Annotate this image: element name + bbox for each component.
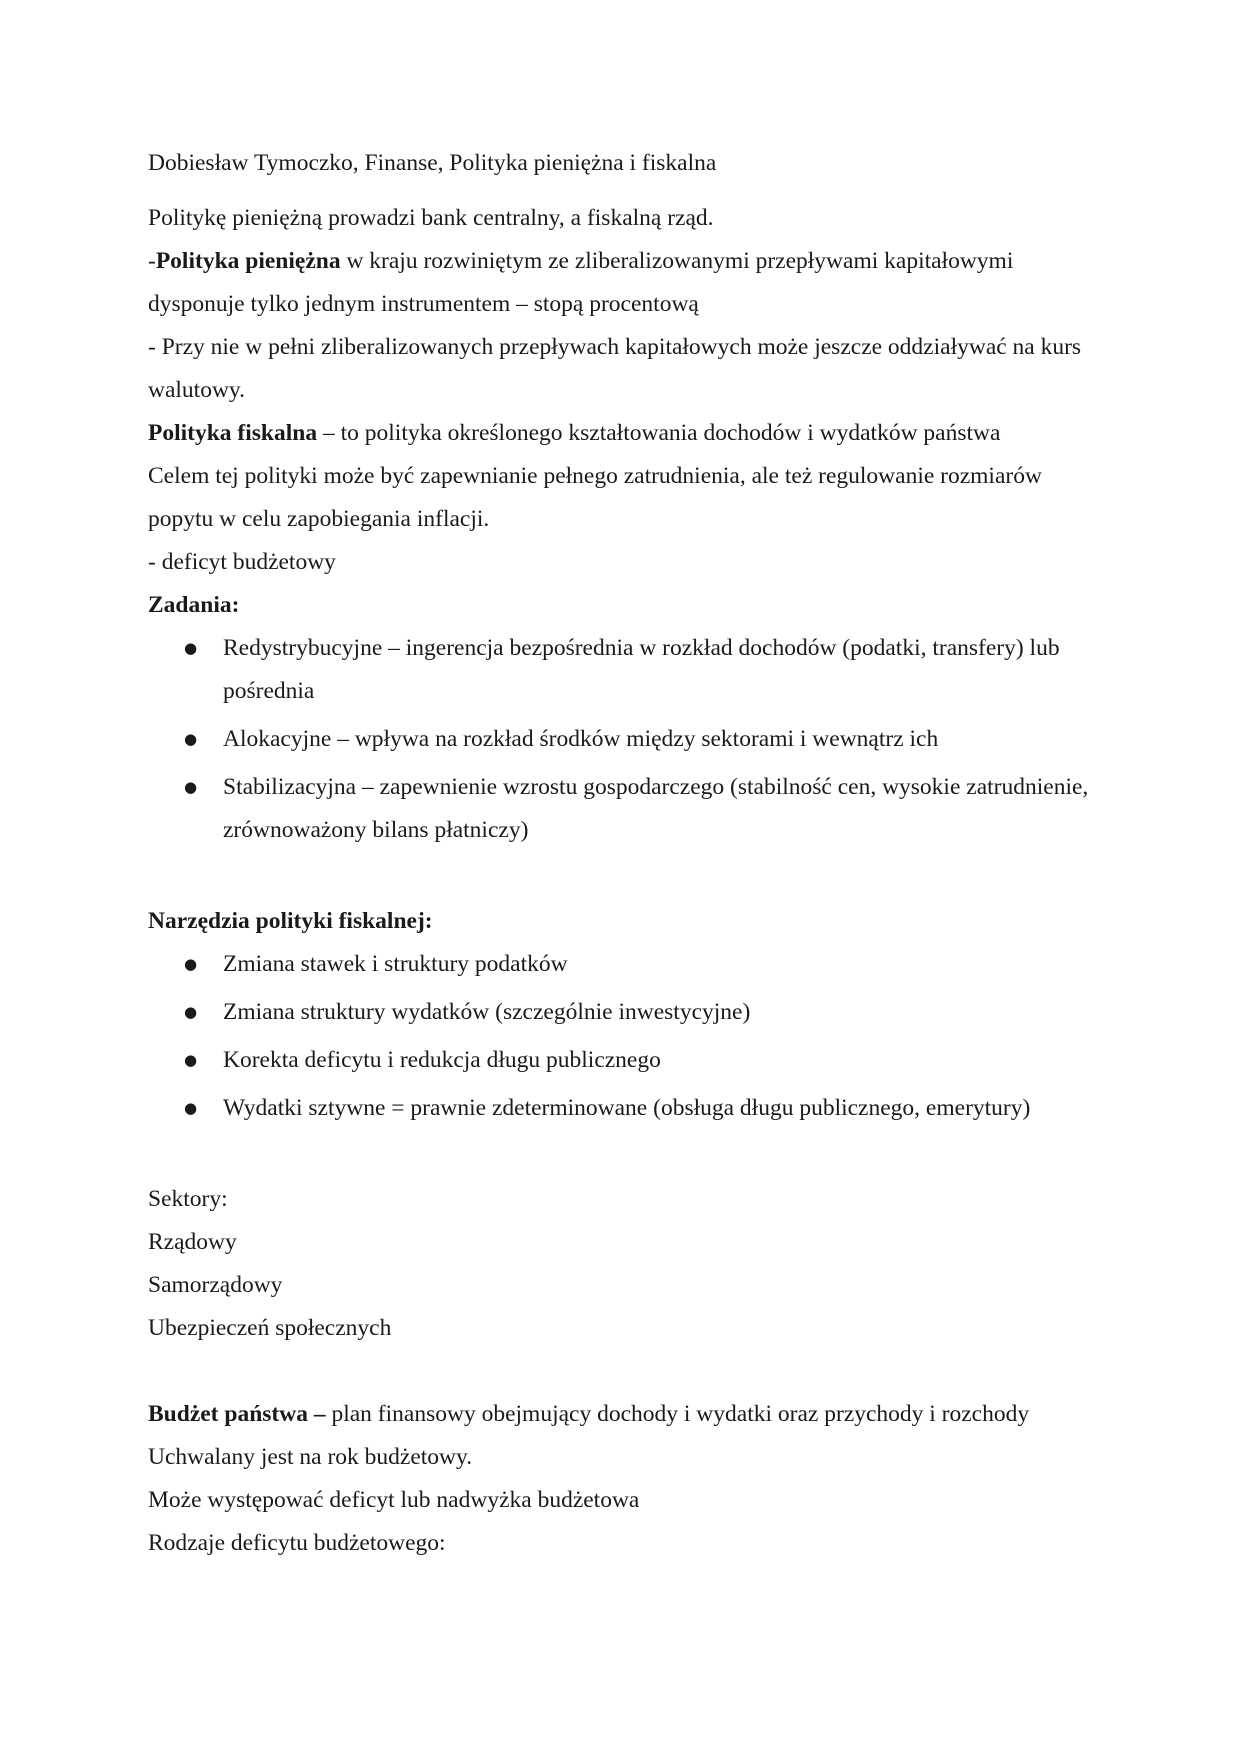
exchange-rate-note: - Przy nie w pełni zliberalizowanych przepływach kapitałowych może jeszcze oddziaływać na kurs walutowy. xyxy=(148,334,1082,403)
tasks-heading-text: Zadania: xyxy=(148,592,240,618)
fiscal-policy-term: Polityka fiskalna xyxy=(148,420,318,446)
list-item: ● Wydatki sztywne = prawnie zdeterminowane (obsługa długu publicznego, emerytury) xyxy=(148,1087,1108,1130)
list-item: ● Redystrybucyjne – ingerencja bezpośrednia w rozkład dochodów (podatki, transfery) lub pośrednia xyxy=(148,627,1108,713)
tools-heading-text: Narzędzia polityki fiskalnej: xyxy=(148,908,433,934)
spacer xyxy=(148,1350,1108,1393)
list-item: ● Alokacyjne – wpływa na rozkład środków między sektorami i wewnątrz ich xyxy=(148,718,1108,761)
sector-item: Rządowy xyxy=(148,1229,237,1255)
fiscal-policy-paragraph xyxy=(148,412,1108,455)
list-item: ● Stabilizacyjna – zapewnienie wzrostu gospodarczego (stabilność cen, wysokie zatrudnienie, zrównoważony bilans płatniczy) xyxy=(148,766,1108,852)
monetary-prefix: - xyxy=(148,248,156,274)
budget-term: Budżet państwa – xyxy=(148,1401,326,1427)
budget-line: Może występować deficyt lub nadwyżka budżetowa xyxy=(148,1487,640,1513)
budget-deficit-line: - deficyt budżetowy xyxy=(148,549,336,575)
budget-line: Rodzaje deficytu budżetowego: xyxy=(148,1530,446,1556)
document-body xyxy=(148,142,1108,1565)
spacer xyxy=(148,1135,1108,1178)
monetary-policy-text: w kraju rozwiniętym ze zliberalizowanymi przepływami kapitałowymi dysponuje tylko jednym instrumentem – stopą procentową xyxy=(148,248,1014,317)
budget-definition: plan finansowy obejmujący dochody i wydatki oraz przychody i rozchody xyxy=(325,1401,1030,1427)
tools-heading xyxy=(148,900,1108,943)
tools-list xyxy=(148,943,1108,1130)
monetary-policy-paragraph xyxy=(148,240,1108,326)
sector-item: Samorządowy xyxy=(148,1272,283,1298)
budget-line: Uchwalany jest na rok budżetowy. xyxy=(148,1444,473,1470)
tasks-list xyxy=(148,627,1108,852)
sector-item: Ubezpieczeń społecznych xyxy=(148,1315,392,1341)
tasks-heading xyxy=(148,584,1108,627)
list-item: ● Korekta deficytu i redukcja długu publicznego xyxy=(148,1039,1108,1082)
spacer xyxy=(148,857,1108,900)
list-item: ● Zmiana struktury wydatków (szczególnie inwestycyjne) xyxy=(148,991,1108,1034)
sectors-heading: Sektory: xyxy=(148,1186,228,1212)
intro-paragraph: Politykę pieniężną prowadzi bank centralny, a fiskalną rząd. xyxy=(148,205,714,231)
monetary-policy-term: Polityka pieniężna xyxy=(155,248,341,274)
budget-paragraph xyxy=(148,1393,1108,1436)
fiscal-policy-text: – to polityka określonego kształtowania dochodów i wydatków państwa xyxy=(317,420,1001,446)
fiscal-goal-paragraph: Celem tej polityki może być zapewnianie pełnego zatrudnienia, ale też regulowanie rozmiarów popytu w celu zapobiegania inflacji. xyxy=(148,463,1042,532)
document-title: Dobiesław Tymoczko, Finanse, Polityka pieniężna i fiskalna xyxy=(148,150,717,176)
list-item: ● Zmiana stawek i struktury podatków xyxy=(148,943,1108,986)
